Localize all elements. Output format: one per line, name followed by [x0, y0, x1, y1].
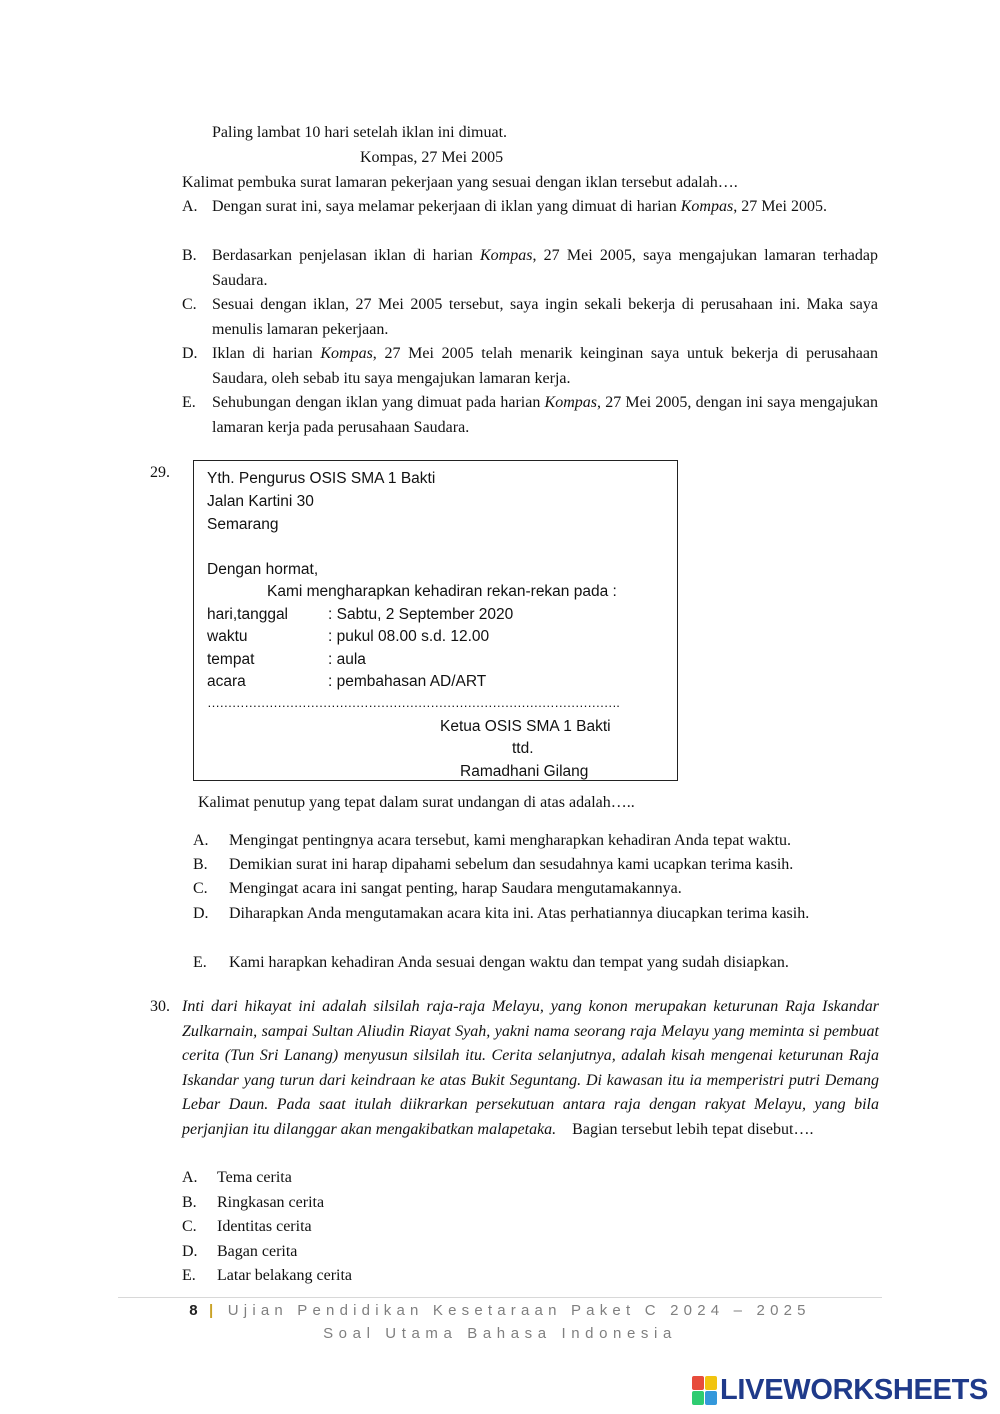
option-letter: A.: [182, 1169, 198, 1186]
letter-detail-label: hari,tanggal: [207, 606, 289, 623]
ad-source-line: Kompas, 27 Mei 2005: [360, 149, 504, 166]
option-text[interactable]: Ringkasan cerita: [217, 1194, 325, 1211]
option-letter: D.: [193, 905, 209, 922]
letter-detail-value: : Sabtu, 2 September 2020: [328, 606, 514, 623]
letter-greeting: Dengan hormat,: [207, 561, 319, 578]
letter-signer-title: Ketua OSIS SMA 1 Bakti: [440, 718, 611, 735]
footer-line-1: [150, 1302, 850, 1319]
letter-dots: ……………………………………………………………………………………….: [207, 695, 620, 710]
option-letter: D.: [182, 1243, 198, 1260]
letter-signer-name: Ramadhani Gilang: [460, 763, 589, 780]
option-text[interactable]: Diharapkan Anda mengutamakan acara kita ini. Atas perhatiannya diucapkan terima kasih.: [229, 905, 810, 922]
letter-recipient: Yth. Pengurus OSIS SMA 1 Bakti: [207, 470, 436, 487]
letter-detail-value: : pembahasan AD/ART: [328, 673, 487, 690]
liveworksheets-brand: [692, 1373, 988, 1407]
option-letter: E.: [193, 954, 207, 971]
letter-detail-label: waktu: [207, 628, 248, 645]
q30-question: Bagian tersebut lebih tepat disebut….: [572, 1120, 814, 1138]
option-text[interactable]: Latar belakang cerita: [217, 1267, 353, 1284]
footer-exam-title: Ujian Pendidikan Kesetaraan Paket C 2024 – 2025: [227, 1302, 811, 1319]
option-letter: E.: [182, 394, 196, 411]
q30-passage: [182, 995, 879, 1142]
brand-name: LIVEWORKSHEETS: [720, 1373, 989, 1406]
option-letter: B.: [182, 1194, 197, 1211]
option-text[interactable]: Sesuai dengan iklan, 27 Mei 2005 tersebut, saya ingin sekali bekerja di perusahaan ini. Maka saya menulis lamaran pekerjaan.: [212, 296, 878, 338]
q29-number: 29.: [150, 464, 170, 481]
option-text[interactable]: Identitas cerita: [217, 1218, 312, 1235]
q29-stem: Kalimat penutup yang tepat dalam surat undangan di atas adalah…..: [198, 794, 635, 811]
footer-divider: [118, 1297, 882, 1298]
option-text[interactable]: Dengan surat ini, saya melamar pekerjaan di iklan yang dimuat di harian Kompas, 27 Mei 2005.: [212, 198, 827, 215]
option-letter: B.: [193, 856, 208, 873]
footer-separator: |: [208, 1302, 219, 1319]
q28-stem: Kalimat pembuka surat lamaran pekerjaan yang sesuai dengan iklan tersebut adalah….: [182, 174, 738, 191]
letter-detail-value: : aula: [328, 651, 366, 668]
letter-opening: Kami mengharapkan kehadiran rekan-rekan pada :: [267, 583, 617, 600]
invitation-letter-box: [193, 460, 678, 781]
option-letter: C.: [182, 1218, 197, 1235]
option-text[interactable]: Iklan di harian Kompas, 27 Mei 2005 telah menarik keinginan saya untuk bekerja di perusahaan Saudara, oleh sebab itu saya mengajukan lamaran kerja.: [212, 345, 879, 387]
option-text[interactable]: Demikian surat ini harap dipahami sebelum dan sesudahnya kami ucapkan terima kasih.: [229, 856, 794, 873]
option-text[interactable]: Mengingat acara ini sangat penting, harap Saudara mengutamakannya.: [229, 880, 682, 897]
option-letter: A.: [182, 198, 198, 215]
letter-detail-label: tempat: [207, 651, 255, 668]
option-text[interactable]: Bagan cerita: [217, 1243, 298, 1260]
option-text[interactable]: Mengingat pentingnya acara tersebut, kami mengharapkan kehadiran Anda tepat waktu.: [229, 832, 792, 849]
letter-signature: ttd.: [512, 740, 534, 757]
footer-subject: Soal Utama Bahasa Indonesia: [323, 1325, 677, 1342]
letter-city: Semarang: [207, 516, 279, 533]
ad-deadline-line: Paling lambat 10 hari setelah iklan ini dimuat.: [212, 124, 508, 141]
letter-address: Jalan Kartini 30: [207, 493, 314, 510]
liveworksheets-logo-icon: [692, 1376, 716, 1404]
option-text[interactable]: Berdasarkan penjelasan iklan di harian Kompas, 27 Mei 2005, saya mengajukan lamaran terhadap Saudara.: [212, 247, 878, 289]
q30-passage-text: Inti dari hikayat ini adalah silsilah raja-raja Melayu, yang konon merupakan keturunan Raja Iskandar Zulkarnain, sampai Sultan Aliudin Riayat Syah, yakni nama seorang raja Melayu yang meminta si pembuat cerita (Tun Sri Lanang) menyusun silsilah itu. Cerita selanjutnya, adalah kisah mengenai keturunan Raja Iskandar yang turun dari keindraan ke atas Bukit Seguntang. Di kawasan itu ia memperistri putri Demang Lebar Daun. Pada saat itulah diikrarkan persekutuan antara raja dengan rakyat Melayu, yang bila perjanjian itu dilanggar akan mengakibatkan malapetaka.: [182, 998, 879, 1138]
page-number: 8: [189, 1302, 200, 1319]
option-text[interactable]: Tema cerita: [217, 1169, 292, 1186]
option-letter: D.: [182, 345, 198, 362]
option-letter: E.: [182, 1267, 196, 1284]
option-letter: C.: [193, 880, 208, 897]
letter-detail-value: : pukul 08.00 s.d. 12.00: [328, 628, 490, 645]
option-letter: A.: [193, 832, 209, 849]
q30-number: 30.: [150, 998, 170, 1015]
option-letter: C.: [182, 296, 197, 313]
option-letter: B.: [182, 247, 197, 264]
option-text[interactable]: Sehubungan dengan iklan yang dimuat pada harian Kompas, 27 Mei 2005, dengan ini saya mengajukan lamaran kerja pada perusahaan Saudara.: [212, 394, 878, 436]
letter-detail-label: acara: [207, 673, 246, 690]
option-text[interactable]: Kami harapkan kehadiran Anda sesuai dengan waktu dan tempat yang sudah disiapkan.: [229, 954, 789, 971]
